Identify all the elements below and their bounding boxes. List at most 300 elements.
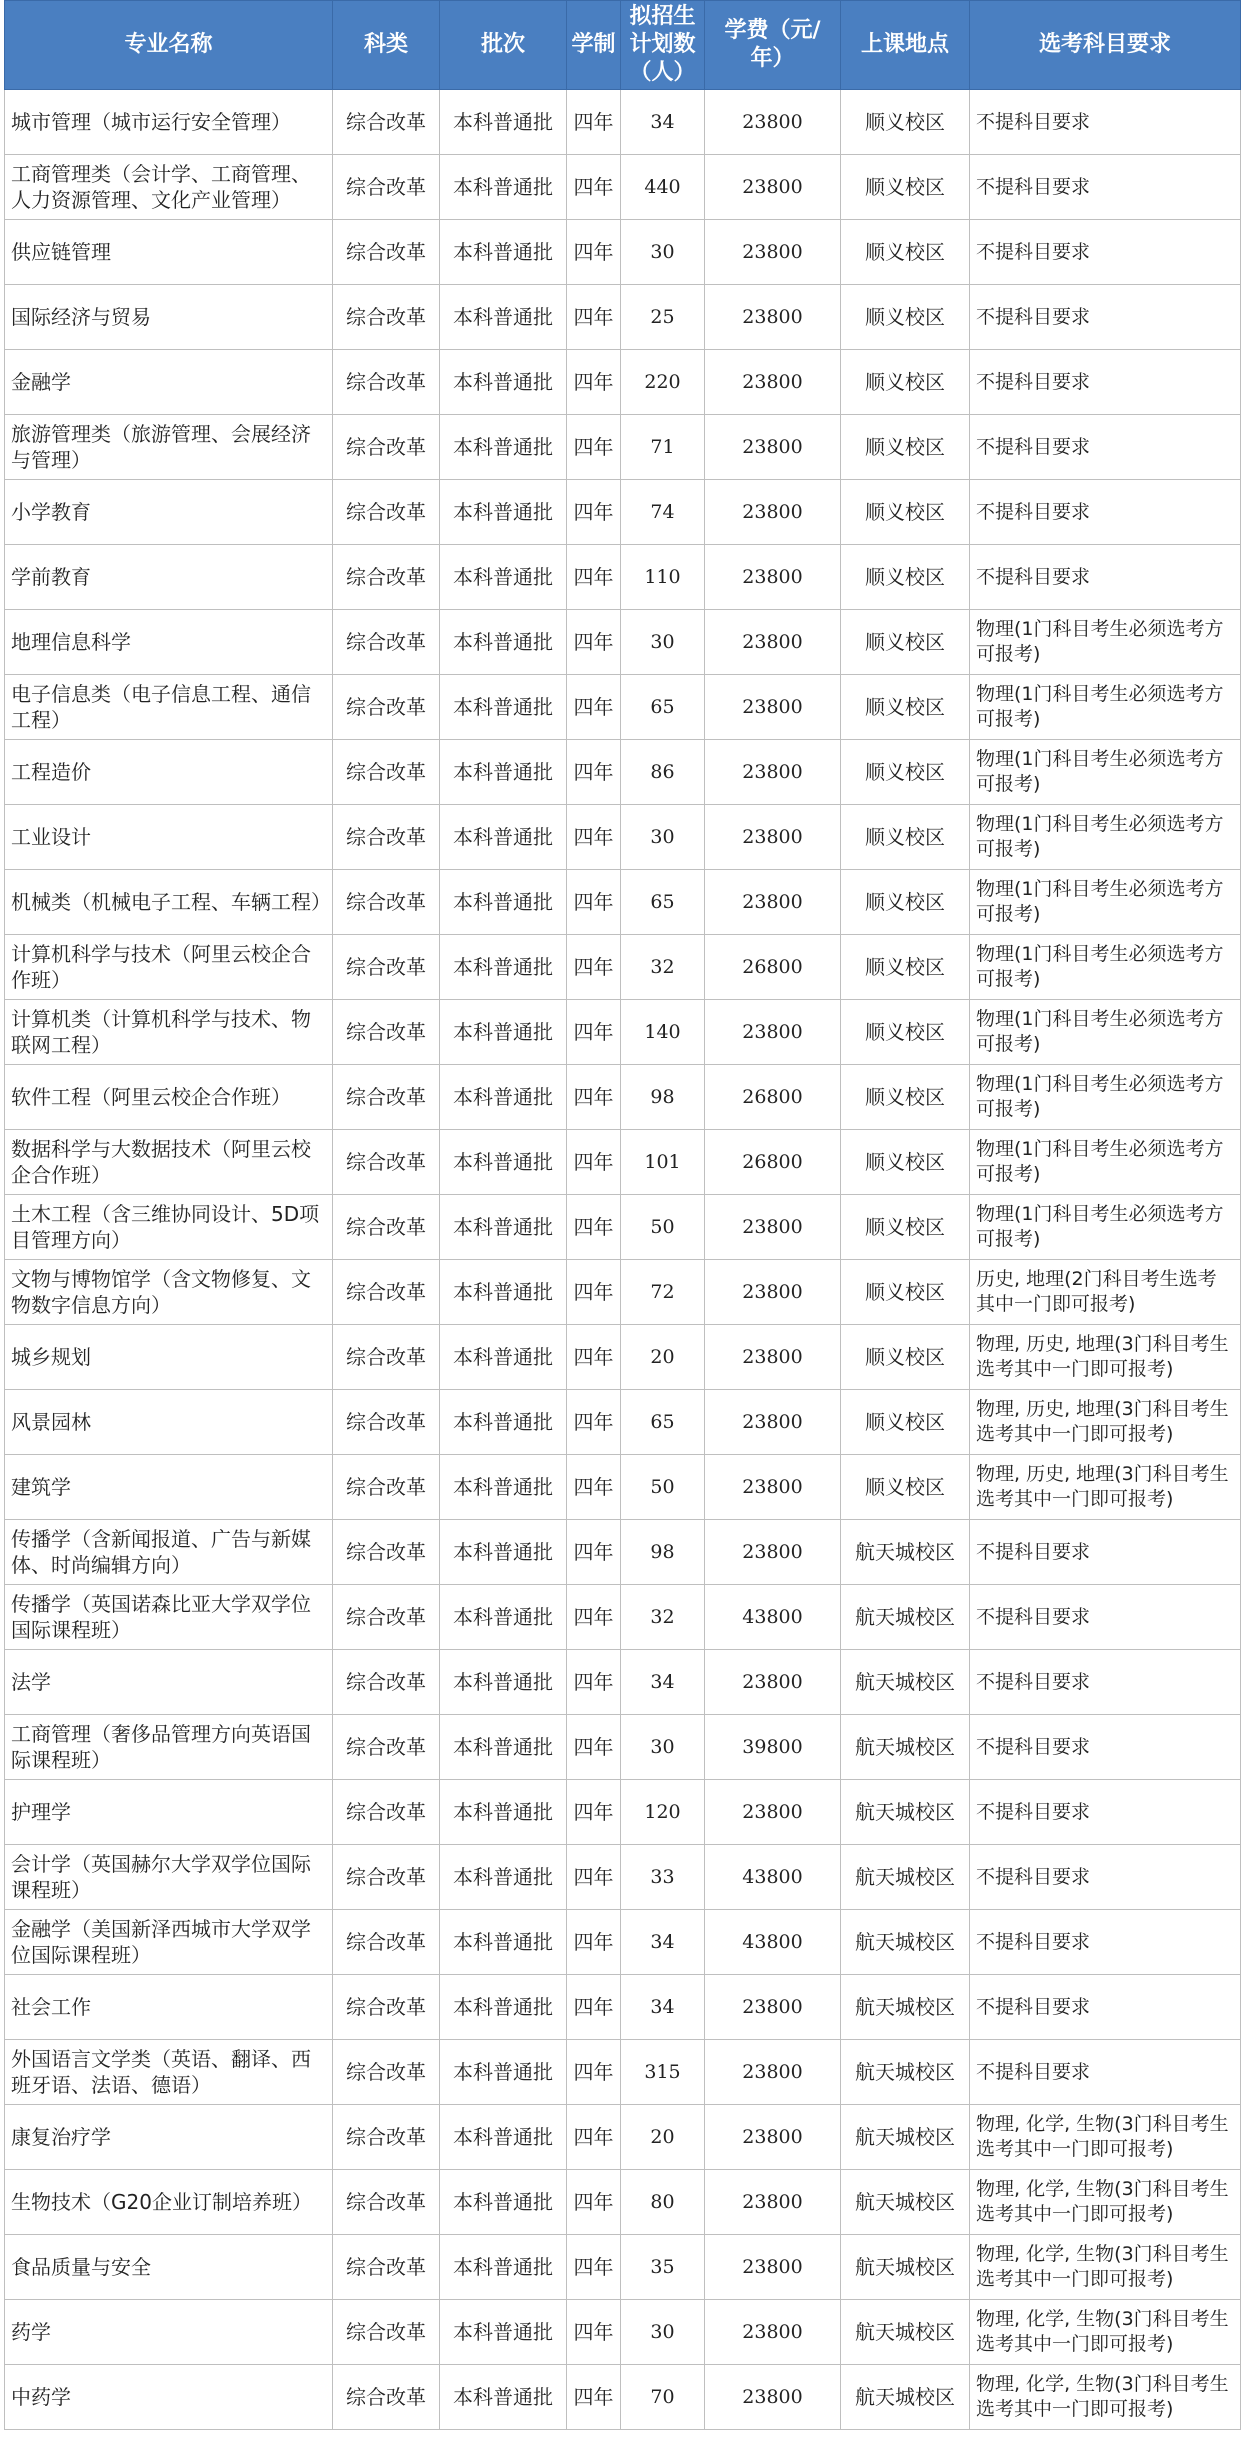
tuition-cell: 23800	[705, 2365, 841, 2430]
campus-cell: 顺义校区	[841, 545, 970, 610]
tuition-cell: 23800	[705, 415, 841, 480]
tuition-cell: 23800	[705, 1455, 841, 1520]
subject-requirement-cell: 不提科目要求	[970, 350, 1241, 415]
batch-cell: 本科普通批	[440, 1585, 567, 1650]
major-name-cell: 法学	[5, 1650, 333, 1715]
major-name-cell: 软件工程（阿里云校企合作班）	[5, 1065, 333, 1130]
subject-requirement-cell: 不提科目要求	[970, 1780, 1241, 1845]
campus-cell: 航天城校区	[841, 2365, 970, 2430]
duration-cell: 四年	[567, 1715, 621, 1780]
plan-count-cell: 86	[621, 740, 705, 805]
plan-count-cell: 70	[621, 2365, 705, 2430]
batch-cell: 本科普通批	[440, 1715, 567, 1780]
major-name-cell: 电子信息类（电子信息工程、通信工程）	[5, 675, 333, 740]
major-name-cell: 城市管理（城市运行安全管理）	[5, 90, 333, 155]
duration-cell: 四年	[567, 2105, 621, 2170]
campus-cell: 顺义校区	[841, 675, 970, 740]
subject-requirement-cell: 不提科目要求	[970, 480, 1241, 545]
table-row	[5, 1780, 1241, 1845]
plan-count-cell: 65	[621, 1390, 705, 1455]
plan-count-cell: 65	[621, 870, 705, 935]
batch-cell: 本科普通批	[440, 90, 567, 155]
tuition-cell: 39800	[705, 1715, 841, 1780]
duration-cell: 四年	[567, 1065, 621, 1130]
batch-cell: 本科普通批	[440, 935, 567, 1000]
category-cell: 综合改革	[333, 1325, 440, 1390]
major-name-cell: 金融学（美国新泽西城市大学双学位国际课程班）	[5, 1910, 333, 1975]
batch-cell: 本科普通批	[440, 2365, 567, 2430]
duration-cell: 四年	[567, 480, 621, 545]
major-name-cell: 工商管理类（会计学、工商管理、人力资源管理、文化产业管理）	[5, 155, 333, 220]
major-name-cell: 生物技术（G20企业订制培养班）	[5, 2170, 333, 2235]
subject-requirement-cell: 不提科目要求	[970, 1845, 1241, 1910]
category-cell: 综合改革	[333, 870, 440, 935]
major-name-cell: 土木工程（含三维协同设计、5D项目管理方向）	[5, 1195, 333, 1260]
batch-cell: 本科普通批	[440, 2170, 567, 2235]
batch-cell: 本科普通批	[440, 1325, 567, 1390]
campus-cell: 顺义校区	[841, 1455, 970, 1520]
campus-cell: 航天城校区	[841, 1520, 970, 1585]
table-row	[5, 480, 1241, 545]
subject-requirement-cell: 物理, 化学, 生物(3门科目考生选考其中一门即可报考)	[970, 2365, 1241, 2430]
category-cell: 综合改革	[333, 1715, 440, 1780]
table-row	[5, 90, 1241, 155]
duration-cell: 四年	[567, 1520, 621, 1585]
campus-cell: 顺义校区	[841, 285, 970, 350]
tuition-cell: 23800	[705, 1195, 841, 1260]
batch-cell: 本科普通批	[440, 2235, 567, 2300]
plan-count-cell: 30	[621, 805, 705, 870]
campus-cell: 航天城校区	[841, 1650, 970, 1715]
subject-requirement-cell: 物理(1门科目考生必须选考方可报考)	[970, 1195, 1241, 1260]
category-cell: 综合改革	[333, 1910, 440, 1975]
plan-count-cell: 140	[621, 1000, 705, 1065]
subject-requirement-cell: 不提科目要求	[970, 2040, 1241, 2105]
batch-cell: 本科普通批	[440, 1845, 567, 1910]
table-row	[5, 675, 1241, 740]
category-cell: 综合改革	[333, 220, 440, 285]
category-cell: 综合改革	[333, 2105, 440, 2170]
batch-cell: 本科普通批	[440, 1650, 567, 1715]
header-subject-requirement: 选考科目要求	[970, 1, 1241, 90]
plan-count-cell: 440	[621, 155, 705, 220]
tuition-cell: 26800	[705, 935, 841, 1000]
tuition-cell: 43800	[705, 1585, 841, 1650]
duration-cell: 四年	[567, 870, 621, 935]
campus-cell: 顺义校区	[841, 935, 970, 1000]
subject-requirement-cell: 不提科目要求	[970, 90, 1241, 155]
batch-cell: 本科普通批	[440, 1130, 567, 1195]
category-cell: 综合改革	[333, 1975, 440, 2040]
tuition-cell: 23800	[705, 2235, 841, 2300]
duration-cell: 四年	[567, 2300, 621, 2365]
batch-cell: 本科普通批	[440, 220, 567, 285]
table-row	[5, 1845, 1241, 1910]
major-name-cell: 旅游管理类（旅游管理、会展经济与管理）	[5, 415, 333, 480]
header-plan-count: 拟招生计划数（人）	[621, 1, 705, 90]
table-row	[5, 610, 1241, 675]
subject-requirement-cell: 物理, 化学, 生物(3门科目考生选考其中一门即可报考)	[970, 2170, 1241, 2235]
table-row	[5, 2040, 1241, 2105]
duration-cell: 四年	[567, 2170, 621, 2235]
header-campus: 上课地点	[841, 1, 970, 90]
duration-cell: 四年	[567, 610, 621, 675]
category-cell: 综合改革	[333, 155, 440, 220]
subject-requirement-cell: 物理(1门科目考生必须选考方可报考)	[970, 1000, 1241, 1065]
campus-cell: 顺义校区	[841, 1260, 970, 1325]
subject-requirement-cell: 物理(1门科目考生必须选考方可报考)	[970, 935, 1241, 1000]
batch-cell: 本科普通批	[440, 285, 567, 350]
duration-cell: 四年	[567, 805, 621, 870]
batch-cell: 本科普通批	[440, 740, 567, 805]
category-cell: 综合改革	[333, 2235, 440, 2300]
subject-requirement-cell: 不提科目要求	[970, 1650, 1241, 1715]
batch-cell: 本科普通批	[440, 350, 567, 415]
tuition-cell: 23800	[705, 545, 841, 610]
batch-cell: 本科普通批	[440, 545, 567, 610]
batch-cell: 本科普通批	[440, 1780, 567, 1845]
plan-count-cell: 33	[621, 1845, 705, 1910]
campus-cell: 顺义校区	[841, 1065, 970, 1130]
table-row	[5, 1390, 1241, 1455]
batch-cell: 本科普通批	[440, 1910, 567, 1975]
campus-cell: 顺义校区	[841, 805, 970, 870]
table-row	[5, 1000, 1241, 1065]
header-category: 科类	[333, 1, 440, 90]
tuition-cell: 23800	[705, 155, 841, 220]
duration-cell: 四年	[567, 740, 621, 805]
duration-cell: 四年	[567, 1390, 621, 1455]
campus-cell: 顺义校区	[841, 220, 970, 285]
major-name-cell: 传播学（英国诺森比亚大学双学位国际课程班）	[5, 1585, 333, 1650]
subject-requirement-cell: 不提科目要求	[970, 1585, 1241, 1650]
header-duration: 学制	[567, 1, 621, 90]
major-name-cell: 国际经济与贸易	[5, 285, 333, 350]
subject-requirement-cell: 不提科目要求	[970, 1520, 1241, 1585]
major-name-cell: 工商管理（奢侈品管理方向英语国际课程班）	[5, 1715, 333, 1780]
category-cell: 综合改革	[333, 1195, 440, 1260]
tuition-cell: 43800	[705, 1910, 841, 1975]
tuition-cell: 43800	[705, 1845, 841, 1910]
batch-cell: 本科普通批	[440, 1520, 567, 1585]
category-cell: 综合改革	[333, 1650, 440, 1715]
tuition-cell: 23800	[705, 805, 841, 870]
major-name-cell: 传播学（含新闻报道、广告与新媒体、时尚编辑方向）	[5, 1520, 333, 1585]
tuition-cell: 23800	[705, 285, 841, 350]
table-row	[5, 545, 1241, 610]
campus-cell: 顺义校区	[841, 1195, 970, 1260]
batch-cell: 本科普通批	[440, 2105, 567, 2170]
plan-count-cell: 98	[621, 1520, 705, 1585]
category-cell: 综合改革	[333, 480, 440, 545]
batch-cell: 本科普通批	[440, 1000, 567, 1065]
campus-cell: 顺义校区	[841, 610, 970, 675]
duration-cell: 四年	[567, 1195, 621, 1260]
major-name-cell: 城乡规划	[5, 1325, 333, 1390]
table-header-row	[5, 1, 1241, 90]
duration-cell: 四年	[567, 1585, 621, 1650]
plan-count-cell: 98	[621, 1065, 705, 1130]
duration-cell: 四年	[567, 1975, 621, 2040]
campus-cell: 顺义校区	[841, 1390, 970, 1455]
duration-cell: 四年	[567, 1780, 621, 1845]
campus-cell: 顺义校区	[841, 1325, 970, 1390]
duration-cell: 四年	[567, 1000, 621, 1065]
subject-requirement-cell: 物理, 化学, 生物(3门科目考生选考其中一门即可报考)	[970, 2105, 1241, 2170]
category-cell: 综合改革	[333, 610, 440, 675]
major-name-cell: 建筑学	[5, 1455, 333, 1520]
plan-count-cell: 34	[621, 90, 705, 155]
table-row	[5, 155, 1241, 220]
plan-count-cell: 32	[621, 1585, 705, 1650]
major-name-cell: 学前教育	[5, 545, 333, 610]
category-cell: 综合改革	[333, 1260, 440, 1325]
plan-count-cell: 71	[621, 415, 705, 480]
tuition-cell: 23800	[705, 2170, 841, 2235]
subject-requirement-cell: 不提科目要求	[970, 1910, 1241, 1975]
duration-cell: 四年	[567, 1845, 621, 1910]
table-row	[5, 935, 1241, 1000]
campus-cell: 顺义校区	[841, 415, 970, 480]
tuition-cell: 23800	[705, 1520, 841, 1585]
plan-count-cell: 65	[621, 675, 705, 740]
campus-cell: 航天城校区	[841, 1585, 970, 1650]
table-row	[5, 1520, 1241, 1585]
campus-cell: 航天城校区	[841, 1910, 970, 1975]
category-cell: 综合改革	[333, 415, 440, 480]
batch-cell: 本科普通批	[440, 610, 567, 675]
batch-cell: 本科普通批	[440, 1195, 567, 1260]
plan-count-cell: 20	[621, 1325, 705, 1390]
tuition-cell: 23800	[705, 1390, 841, 1455]
table-row	[5, 2300, 1241, 2365]
campus-cell: 顺义校区	[841, 90, 970, 155]
major-name-cell: 地理信息科学	[5, 610, 333, 675]
duration-cell: 四年	[567, 1910, 621, 1975]
subject-requirement-cell: 不提科目要求	[970, 415, 1241, 480]
campus-cell: 航天城校区	[841, 2040, 970, 2105]
campus-cell: 航天城校区	[841, 1780, 970, 1845]
category-cell: 综合改革	[333, 740, 440, 805]
batch-cell: 本科普通批	[440, 1065, 567, 1130]
tuition-cell: 23800	[705, 1000, 841, 1065]
batch-cell: 本科普通批	[440, 480, 567, 545]
campus-cell: 航天城校区	[841, 1845, 970, 1910]
admission-plan-table	[4, 0, 1241, 2430]
subject-requirement-cell: 物理, 历史, 地理(3门科目考生选考其中一门即可报考)	[970, 1390, 1241, 1455]
category-cell: 综合改革	[333, 675, 440, 740]
duration-cell: 四年	[567, 2040, 621, 2105]
campus-cell: 航天城校区	[841, 1715, 970, 1780]
plan-count-cell: 30	[621, 610, 705, 675]
major-name-cell: 社会工作	[5, 1975, 333, 2040]
tuition-cell: 23800	[705, 1260, 841, 1325]
tuition-cell: 23800	[705, 90, 841, 155]
table-row	[5, 220, 1241, 285]
category-cell: 综合改革	[333, 1000, 440, 1065]
duration-cell: 四年	[567, 1130, 621, 1195]
duration-cell: 四年	[567, 2365, 621, 2430]
duration-cell: 四年	[567, 155, 621, 220]
plan-count-cell: 110	[621, 545, 705, 610]
tuition-cell: 23800	[705, 480, 841, 545]
subject-requirement-cell: 不提科目要求	[970, 1975, 1241, 2040]
plan-count-cell: 50	[621, 1455, 705, 1520]
plan-count-cell: 34	[621, 1910, 705, 1975]
duration-cell: 四年	[567, 1650, 621, 1715]
table-row	[5, 740, 1241, 805]
plan-count-cell: 74	[621, 480, 705, 545]
campus-cell: 航天城校区	[841, 1975, 970, 2040]
batch-cell: 本科普通批	[440, 675, 567, 740]
duration-cell: 四年	[567, 545, 621, 610]
plan-count-cell: 30	[621, 220, 705, 285]
duration-cell: 四年	[567, 935, 621, 1000]
major-name-cell: 风景园林	[5, 1390, 333, 1455]
category-cell: 综合改革	[333, 1130, 440, 1195]
table-row	[5, 2235, 1241, 2300]
major-name-cell: 小学教育	[5, 480, 333, 545]
table-row	[5, 2105, 1241, 2170]
subject-requirement-cell: 不提科目要求	[970, 155, 1241, 220]
campus-cell: 顺义校区	[841, 870, 970, 935]
campus-cell: 顺义校区	[841, 1130, 970, 1195]
category-cell: 综合改革	[333, 2170, 440, 2235]
subject-requirement-cell: 物理, 化学, 生物(3门科目考生选考其中一门即可报考)	[970, 2300, 1241, 2365]
category-cell: 综合改革	[333, 545, 440, 610]
campus-cell: 顺义校区	[841, 740, 970, 805]
campus-cell: 顺义校区	[841, 155, 970, 220]
campus-cell: 顺义校区	[841, 350, 970, 415]
subject-requirement-cell: 不提科目要求	[970, 285, 1241, 350]
category-cell: 综合改革	[333, 935, 440, 1000]
major-name-cell: 金融学	[5, 350, 333, 415]
plan-count-cell: 315	[621, 2040, 705, 2105]
duration-cell: 四年	[567, 2235, 621, 2300]
major-name-cell: 计算机类（计算机科学与技术、物联网工程）	[5, 1000, 333, 1065]
batch-cell: 本科普通批	[440, 1455, 567, 1520]
subject-requirement-cell: 物理, 历史, 地理(3门科目考生选考其中一门即可报考)	[970, 1455, 1241, 1520]
duration-cell: 四年	[567, 1325, 621, 1390]
plan-count-cell: 30	[621, 1715, 705, 1780]
category-cell: 综合改革	[333, 285, 440, 350]
subject-requirement-cell: 物理, 历史, 地理(3门科目考生选考其中一门即可报考)	[970, 1325, 1241, 1390]
table-row	[5, 2365, 1241, 2430]
batch-cell: 本科普通批	[440, 2040, 567, 2105]
tuition-cell: 26800	[705, 1130, 841, 1195]
table-row	[5, 285, 1241, 350]
major-name-cell: 药学	[5, 2300, 333, 2365]
table-row	[5, 2170, 1241, 2235]
tuition-cell: 23800	[705, 2040, 841, 2105]
plan-count-cell: 72	[621, 1260, 705, 1325]
plan-count-cell: 20	[621, 2105, 705, 2170]
table-row	[5, 1130, 1241, 1195]
subject-requirement-cell: 不提科目要求	[970, 545, 1241, 610]
tuition-cell: 23800	[705, 1780, 841, 1845]
category-cell: 综合改革	[333, 1065, 440, 1130]
tuition-cell: 23800	[705, 610, 841, 675]
tuition-cell: 23800	[705, 350, 841, 415]
duration-cell: 四年	[567, 90, 621, 155]
tuition-cell: 26800	[705, 1065, 841, 1130]
subject-requirement-cell: 物理(1门科目考生必须选考方可报考)	[970, 805, 1241, 870]
category-cell: 综合改革	[333, 90, 440, 155]
major-name-cell: 外国语言文学类（英语、翻译、西班牙语、法语、德语）	[5, 2040, 333, 2105]
campus-cell: 航天城校区	[841, 2235, 970, 2300]
category-cell: 综合改革	[333, 1390, 440, 1455]
major-name-cell: 康复治疗学	[5, 2105, 333, 2170]
header-batch: 批次	[440, 1, 567, 90]
duration-cell: 四年	[567, 1455, 621, 1520]
table-row	[5, 870, 1241, 935]
batch-cell: 本科普通批	[440, 870, 567, 935]
tuition-cell: 23800	[705, 220, 841, 285]
major-name-cell: 工程造价	[5, 740, 333, 805]
tuition-cell: 23800	[705, 870, 841, 935]
campus-cell: 航天城校区	[841, 2105, 970, 2170]
batch-cell: 本科普通批	[440, 805, 567, 870]
duration-cell: 四年	[567, 675, 621, 740]
table-row	[5, 805, 1241, 870]
subject-requirement-cell: 历史, 地理(2门科目考生选考其中一门即可报考)	[970, 1260, 1241, 1325]
campus-cell: 顺义校区	[841, 1000, 970, 1065]
campus-cell: 航天城校区	[841, 2300, 970, 2365]
table-row	[5, 1325, 1241, 1390]
plan-count-cell: 50	[621, 1195, 705, 1260]
category-cell: 综合改革	[333, 1455, 440, 1520]
category-cell: 综合改革	[333, 805, 440, 870]
tuition-cell: 23800	[705, 1650, 841, 1715]
major-name-cell: 食品质量与安全	[5, 2235, 333, 2300]
major-name-cell: 中药学	[5, 2365, 333, 2430]
plan-count-cell: 35	[621, 2235, 705, 2300]
tuition-cell: 23800	[705, 675, 841, 740]
table-row	[5, 1585, 1241, 1650]
batch-cell: 本科普通批	[440, 2300, 567, 2365]
plan-count-cell: 34	[621, 1650, 705, 1715]
tuition-cell: 23800	[705, 1325, 841, 1390]
table-row	[5, 1650, 1241, 1715]
batch-cell: 本科普通批	[440, 155, 567, 220]
subject-requirement-cell: 物理(1门科目考生必须选考方可报考)	[970, 870, 1241, 935]
table-row	[5, 1195, 1241, 1260]
subject-requirement-cell: 物理, 化学, 生物(3门科目考生选考其中一门即可报考)	[970, 2235, 1241, 2300]
major-name-cell: 会计学（英国赫尔大学双学位国际课程班）	[5, 1845, 333, 1910]
duration-cell: 四年	[567, 220, 621, 285]
major-name-cell: 文物与博物馆学（含文物修复、文物数字信息方向）	[5, 1260, 333, 1325]
table-row	[5, 1260, 1241, 1325]
table-row	[5, 415, 1241, 480]
major-name-cell: 护理学	[5, 1780, 333, 1845]
header-tuition: 学费（元/年）	[705, 1, 841, 90]
major-name-cell: 供应链管理	[5, 220, 333, 285]
tuition-cell: 23800	[705, 2300, 841, 2365]
plan-count-cell: 120	[621, 1780, 705, 1845]
duration-cell: 四年	[567, 285, 621, 350]
major-name-cell: 计算机科学与技术（阿里云校企合作班）	[5, 935, 333, 1000]
table-row	[5, 350, 1241, 415]
subject-requirement-cell: 物理(1门科目考生必须选考方可报考)	[970, 675, 1241, 740]
subject-requirement-cell: 不提科目要求	[970, 1715, 1241, 1780]
subject-requirement-cell: 物理(1门科目考生必须选考方可报考)	[970, 740, 1241, 805]
tuition-cell: 23800	[705, 2105, 841, 2170]
category-cell: 综合改革	[333, 1780, 440, 1845]
major-name-cell: 数据科学与大数据技术（阿里云校企合作班）	[5, 1130, 333, 1195]
plan-count-cell: 25	[621, 285, 705, 350]
batch-cell: 本科普通批	[440, 1260, 567, 1325]
tuition-cell: 23800	[705, 1975, 841, 2040]
